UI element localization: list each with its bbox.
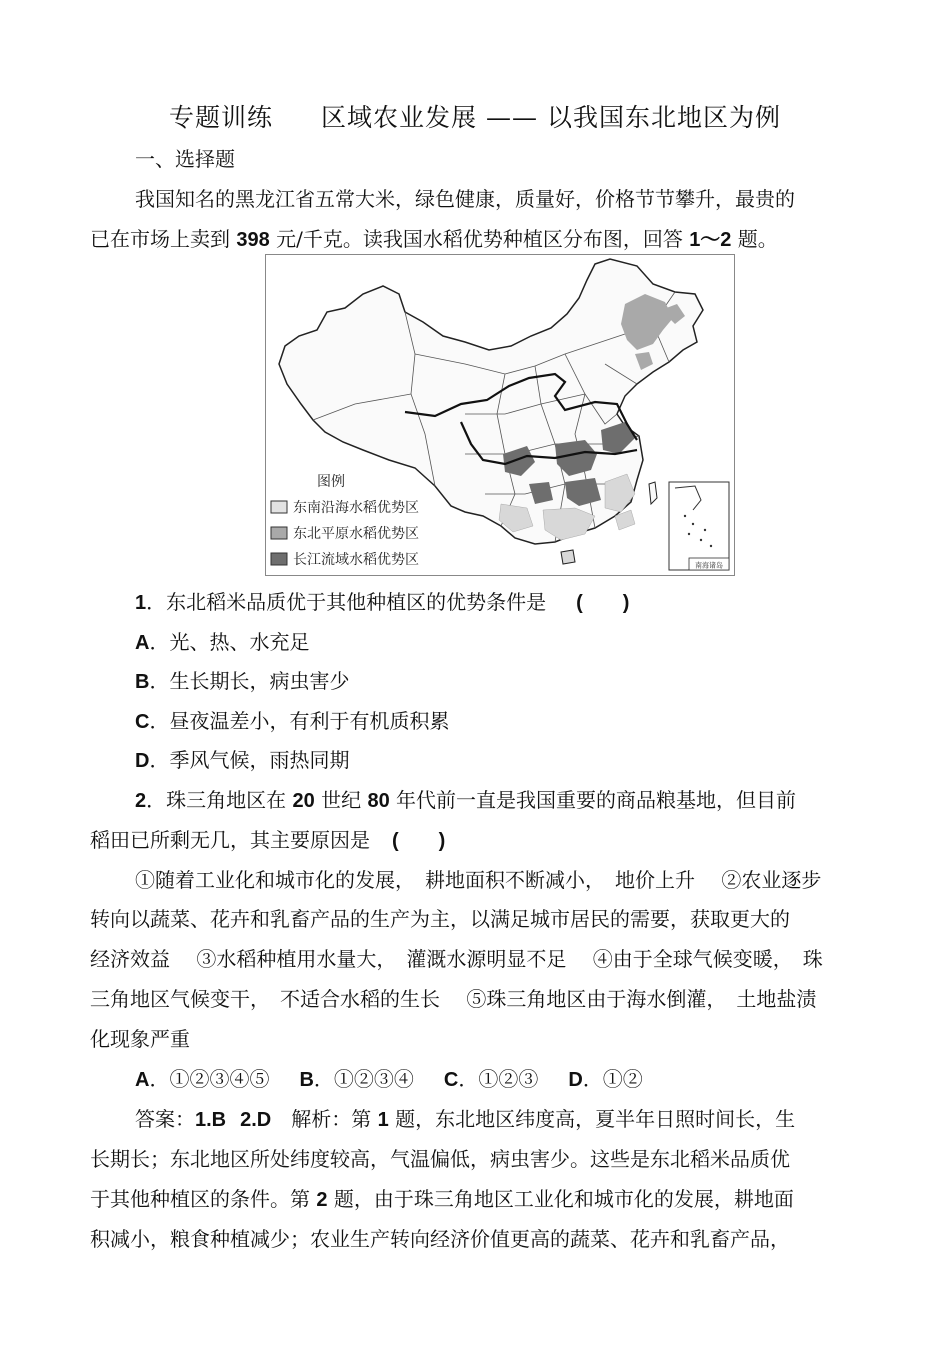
legend-label-yangtze: 长江流域水稻优势区 bbox=[293, 552, 419, 568]
q2-statement-line: 转向以蔬菜、花卉和乳畜产品的生产为主，以满足城市居民的需要，获取更大的 bbox=[90, 907, 790, 931]
q1-option-c: C．昼夜温差小，有利于有机质积累 bbox=[135, 709, 450, 733]
q1-option-a: A．光、热、水充足 bbox=[135, 630, 310, 654]
question-1-stem: 1．东北稻米品质优于其他种植区的优势条件是 ( ) bbox=[135, 590, 630, 614]
legend-title: 图例 bbox=[317, 474, 345, 490]
south-china-sea-inset bbox=[669, 482, 729, 570]
answer-line-4: 积减小，粮食种植减少；农业生产转向经济价值更高的蔬菜、花卉和乳畜产品， bbox=[90, 1227, 790, 1251]
page-title bbox=[0, 98, 950, 134]
question-range: 1～2 bbox=[689, 229, 732, 251]
answer-line-1: 答案：1.B 2.D 解析：第 1 题，东北地区纬度高，夏半年日照时间长，生 bbox=[135, 1107, 796, 1131]
title-right: 区域农业发展 —— 以我国东北地区为例 bbox=[321, 103, 781, 132]
q2-statement-line: ①随着工业化和城市化的发展， 耕地面积不断减小， 地价上升 ②农业逐步 bbox=[135, 868, 822, 892]
rice-distribution-map bbox=[265, 254, 735, 576]
question-2-stem: 2．珠三角地区在 20 世纪 80 年代前一直是我国重要的商品粮基地，但目前 bbox=[135, 788, 797, 812]
q2-statement-line: 化现象严重 bbox=[90, 1027, 190, 1051]
question-2-stem-line2: 稻田已所剩无几，其主要原因是 ( ) bbox=[90, 828, 446, 852]
legend-label-northeast: 东北平原水稻优势区 bbox=[293, 526, 419, 542]
inset-label: 南海诸岛 bbox=[695, 561, 723, 570]
intro-line-1: 我国知名的黑龙江省五常大米，绿色健康，质量好，价格节节攀升，最贵的 bbox=[135, 187, 795, 211]
q2-statement-line: 经济效益 ③水稻种植用水量大， 灌溉水源明显不足 ④由于全球气候变暖， 珠 bbox=[90, 947, 823, 971]
section-heading: 一、选择题 bbox=[135, 147, 235, 171]
legend-swatch-northeast bbox=[271, 527, 287, 539]
answer-line-3: 于其他种植区的条件。第 2 题，由于珠三角地区工业化和城市化的发展，耕地面 bbox=[90, 1187, 794, 1211]
q1-option-b: B．生长期长，病虫害少 bbox=[135, 669, 350, 693]
hainan-island bbox=[561, 550, 575, 564]
legend-label-southeast: 东南沿海水稻优势区 bbox=[293, 500, 419, 516]
q2-options: A．①②③④⑤ B．①②③④ C．①②③ D．①② bbox=[135, 1067, 643, 1091]
legend-swatch-yangtze bbox=[271, 553, 287, 565]
answer-line-2: 长期长；东北地区所处纬度较高，气温偏低，病虫害少。这些是东北稻米品质优 bbox=[90, 1147, 790, 1171]
price-value: 398 bbox=[236, 229, 270, 251]
legend-swatch-southeast bbox=[271, 501, 287, 513]
q1-option-d: D．季风气候，雨热同期 bbox=[135, 748, 350, 772]
title-left: 专题训练 bbox=[169, 103, 274, 132]
q2-statement-line: 三角地区气候变干， 不适合水稻的生长 ⑤珠三角地区由于海水倒灌， 土地盐渍 bbox=[90, 987, 817, 1011]
intro-line-2: 已在市场上卖到 398 元/千克。读我国水稻优势种植区分布图，回答 1～2 题。 bbox=[90, 227, 778, 251]
